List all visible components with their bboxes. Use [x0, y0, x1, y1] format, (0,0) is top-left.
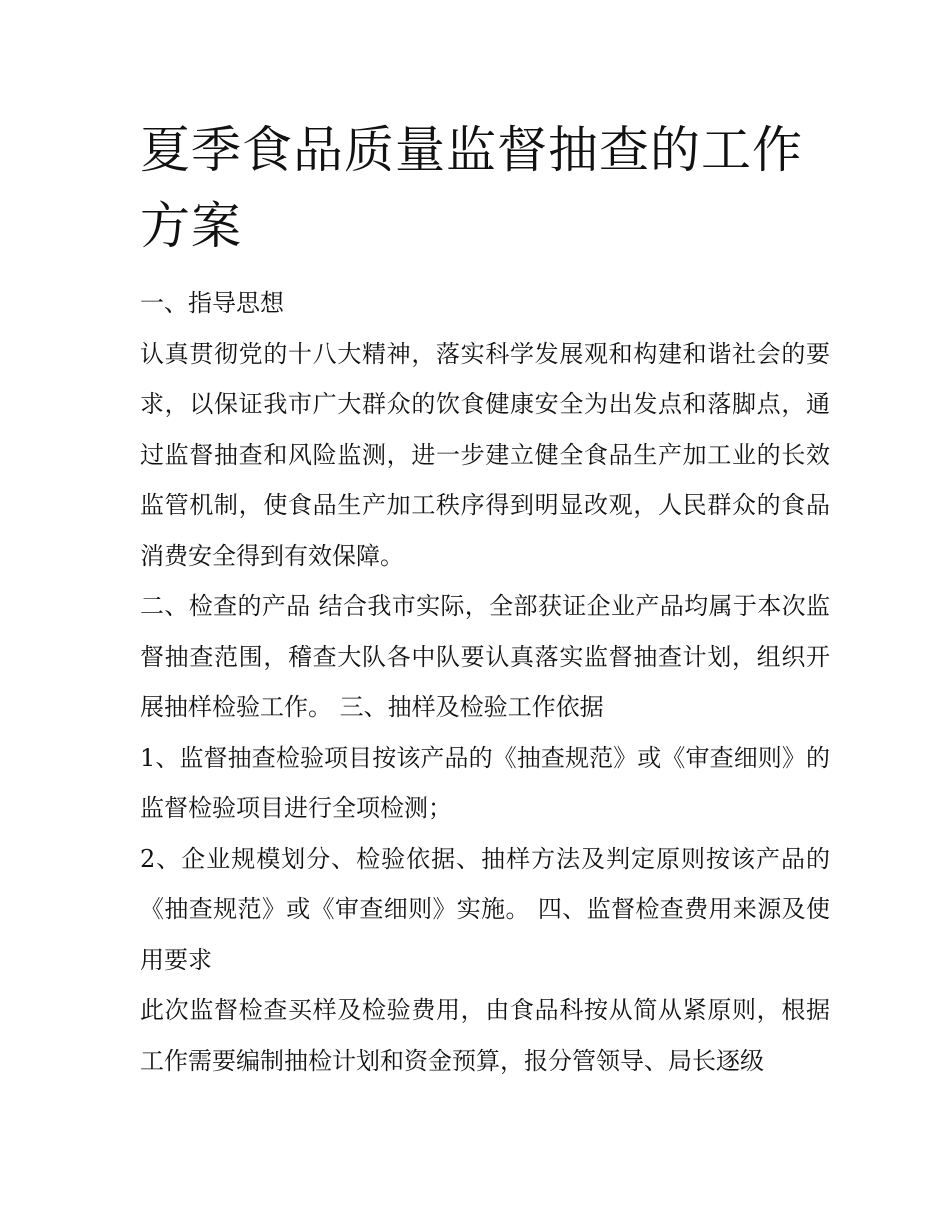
paragraph-products-inspected: 二、检查的产品 结合我市实际，全部获证企业产品均属于本次监督抽查范围，稽查大队各中队要认真落实监督抽查计划，组织开展抽样检验工作。 三、抽样及检验工作依据 — [140, 592, 830, 721]
section-heading-guiding-ideology: 一、指导思想 — [140, 289, 284, 317]
paragraph-basis-item-2: 2、企业规模划分、检验依据、抽样方法及判定原则按该产品的《抽查规范》或《审查细则》实施。 四、监督检查费用来源及使用要求 — [140, 844, 830, 974]
document-body — [140, 278, 830, 1086]
paragraph-funding: 此次监督检查买样及检验费用，由食品科按从简从紧原则，根据工作需要编制抽检计划和资金预算，报分管领导、局长逐级 — [140, 996, 830, 1075]
paragraph-basis-item-1: 1、监督抽查检验项目按该产品的《抽查规范》或《审查细则》的监督检验项目进行全项检测； — [140, 743, 830, 822]
paragraph-guiding-ideology: 认真贯彻党的十八大精神，落实科学发展观和构建和谐社会的要求，以保证我市广大群众的饮食健康安全为出发点和落脚点，通过监督抽查和风险监测，进一步建立健全食品生产加工业的长效监管机制，使食品生产加工秩序得到明显改观，人民群众的食品消费安全得到有效保障。 — [140, 339, 830, 570]
title-line-2: 方案 — [140, 197, 242, 255]
document-title — [140, 112, 830, 264]
title-line-1: 夏季食品质量监督抽查的工作 — [140, 121, 803, 179]
